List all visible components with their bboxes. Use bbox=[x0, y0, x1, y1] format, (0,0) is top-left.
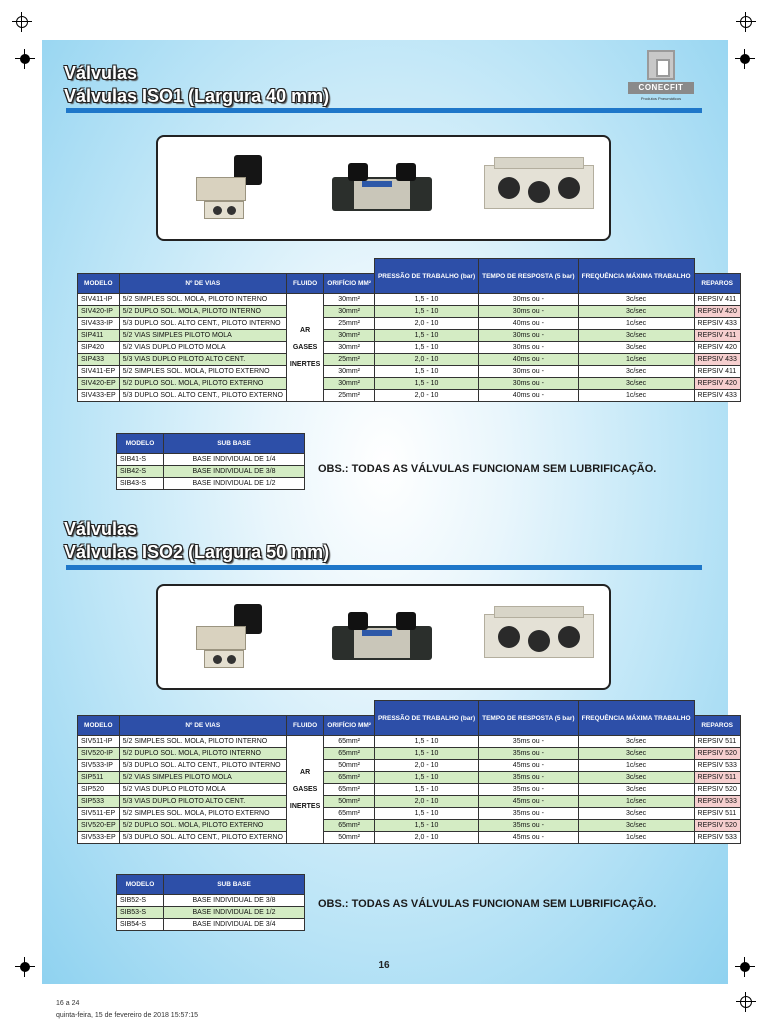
section2-rule bbox=[66, 565, 702, 570]
section2-product-photos bbox=[156, 584, 611, 690]
table-row: SIV411-IP 5/2 SIMPLES SOL. MOLA, PILOTO INTERNO AR GASES INERTES 30mm² 1,5 - 10 30ms ou - 3c/sec REPSIV 411 bbox=[78, 294, 741, 306]
table-row: SIV520-EP 5/2 DUPLO SOL. MOLA, PILOTO EXTERNO 65mm² 1,5 - 10 35ms ou - 3c/sec REPSIV 520 bbox=[78, 820, 741, 832]
table-row: SIV533-IP 5/3 DUPLO SOL. ALTO CENT., PILOTO INTERNO 50mm² 2,0 - 10 45ms ou - 1c/sec REPSIV 533 bbox=[78, 760, 741, 772]
col-pressao: PRESSÃO DE TRABALHO (bar) bbox=[374, 701, 478, 736]
table-row: SIV433-IP 5/3 DUPLO SOL. ALTO CENT., PILOTO INTERNO 25mm² 2,0 - 10 40ms ou - 1c/sec REPSIV 433 bbox=[78, 318, 741, 330]
table-row: SIB54-S BASE INDIVIDUAL DE 3/4 bbox=[117, 919, 305, 931]
col-pressao: PRESSÃO DE TRABALHO (bar) bbox=[374, 259, 478, 294]
fluid-cell: AR GASES INERTES bbox=[286, 736, 323, 844]
section2-subtitle: Válvulas ISO2 (Largura 50 mm) bbox=[64, 542, 330, 562]
table-row: SIV511-IP 5/2 SIMPLES SOL. MOLA, PILOTO INTERNO AR GASES INERTES 65mm² 1,5 - 10 35ms ou - 3c/sec REPSIV 511 bbox=[78, 736, 741, 748]
fluid-cell: AR GASES INERTES bbox=[286, 294, 323, 402]
table-row: SIB52-S BASE INDIVIDUAL DE 3/8 bbox=[117, 895, 305, 907]
col-freq: FREQUÊNCIA MÁXIMA TRABALHO bbox=[578, 259, 694, 294]
table-row: SIV433-EP 5/3 DUPLO SOL. ALTO CENT., PILOTO EXTERNO 25mm² 2,0 - 10 40ms ou - 1c/sec REPSIV 433 bbox=[78, 390, 741, 402]
registration-mark-icon bbox=[736, 992, 756, 1012]
page-number: 16 bbox=[378, 960, 390, 971]
col-freq: FREQUÊNCIA MÁXIMA TRABALHO bbox=[578, 701, 694, 736]
conecfit-logo bbox=[626, 50, 696, 104]
table-row: SIV520-IP 5/2 DUPLO SOL. MOLA, PILOTO INTERNO 65mm² 1,5 - 10 35ms ou - 3c/sec REPSIV 520 bbox=[78, 748, 741, 760]
section2-valve-table bbox=[77, 700, 741, 844]
logo-mark-icon bbox=[647, 50, 675, 80]
registration-mark-icon bbox=[736, 12, 756, 32]
col-modelo: MODELO bbox=[78, 274, 120, 294]
table-row: SIB43-S BASE INDIVIDUAL DE 1/2 bbox=[117, 478, 305, 490]
table-row: SIV511-EP 5/2 SIMPLES SOL. MOLA, PILOTO EXTERNO 65mm² 1,5 - 10 35ms ou - 3c/sec REPSIV 511 bbox=[78, 808, 741, 820]
col-modelo: MODELO bbox=[78, 716, 120, 736]
footer-datetime: quinta-feira, 15 de fevereiro de 2018 15:57:15 bbox=[56, 1012, 199, 1019]
col-orificio: ORIFÍCIO MM² bbox=[324, 274, 375, 294]
table-row: SIV420-IP 5/2 DUPLO SOL. MOLA, PILOTO INTERNO 30mm² 1,5 - 10 30ms ou - 3c/sec REPSIV 420 bbox=[78, 306, 741, 318]
col-fluido: FLUIDO bbox=[286, 274, 323, 294]
table-row: SIV533-EP 5/3 DUPLO SOL. ALTO CENT., PILOTO EXTERNO 50mm² 2,0 - 10 45ms ou - 1c/sec REPSIV 533 bbox=[78, 832, 741, 844]
table-row: SIV420-EP 5/2 DUPLO SOL. MOLA, PILOTO EXTERNO 30mm² 1,5 - 10 30ms ou - 3c/sec REPSIV 420 bbox=[78, 378, 741, 390]
col-reparos: REPAROS bbox=[694, 274, 740, 294]
section2-title: Válvulas bbox=[64, 519, 138, 539]
registration-dot-icon bbox=[18, 960, 32, 974]
table-row: SIP411 5/2 VIAS SIMPLES PILOTO MOLA 30mm² 1,5 - 10 30ms ou - 3c/sec REPSIV 411 bbox=[78, 330, 741, 342]
registration-dot-icon bbox=[738, 960, 752, 974]
col-orificio: ORIFÍCIO MM² bbox=[324, 716, 375, 736]
table-row: SIP511 5/2 VIAS SIMPLES PILOTO MOLA 65mm² 1,5 - 10 35ms ou - 3c/sec REPSIV 511 bbox=[78, 772, 741, 784]
section1-rule bbox=[66, 108, 702, 113]
col-fluido: FLUIDO bbox=[286, 716, 323, 736]
col-tempo: TEMPO DE RESPOSTA (5 bar) bbox=[479, 259, 578, 294]
table-row: SIP420 5/2 VIAS DUPLO PILOTO MOLA 30mm² 1,5 - 10 30ms ou - 3c/sec REPSIV 420 bbox=[78, 342, 741, 354]
logo-name: CONECFIT bbox=[628, 82, 694, 94]
section1-subtitle: Válvulas ISO1 (Largura 40 mm) bbox=[64, 86, 330, 106]
col-vias: Nº DE VIAS bbox=[119, 274, 286, 294]
footer-pages: 16 a 24 bbox=[56, 1000, 80, 1007]
section1-subbase-table: MODELO SUB BASE SIB41-S BASE INDIVIDUAL DE 1/4 SIB42-S BASE INDIVIDUAL DE 3/8 SIB43-S BASE INDIVIDUAL DE 1/2 bbox=[116, 433, 305, 490]
logo-tagline: Produtos Pneumáticos bbox=[640, 96, 682, 101]
section1-title: Válvulas bbox=[64, 63, 138, 83]
registration-dot-icon bbox=[738, 52, 752, 66]
table-row: SIB42-S BASE INDIVIDUAL DE 3/8 bbox=[117, 466, 305, 478]
section1-valve-table bbox=[77, 258, 741, 402]
table-row: SIP533 5/3 VIAS DUPLO PILOTO ALTO CENT. 50mm² 2,0 - 10 45ms ou - 1c/sec REPSIV 533 bbox=[78, 796, 741, 808]
registration-dot-icon bbox=[18, 52, 32, 66]
col-vias: Nº DE VIAS bbox=[119, 716, 286, 736]
section1-obs-note: OBS.: TODAS AS VÁLVULAS FUNCIONAM SEM LUBRIFICAÇÃO. bbox=[318, 463, 657, 475]
table-row: SIB53-S BASE INDIVIDUAL DE 1/2 bbox=[117, 907, 305, 919]
table-row: SIB41-S BASE INDIVIDUAL DE 1/4 bbox=[117, 454, 305, 466]
table-row: SIV411-EP 5/2 SIMPLES SOL. MOLA, PILOTO EXTERNO 30mm² 1,5 - 10 30ms ou - 3c/sec REPSIV 411 bbox=[78, 366, 741, 378]
registration-mark-icon bbox=[12, 12, 32, 32]
section2-subbase-table: MODELO SUB BASE SIB52-S BASE INDIVIDUAL DE 3/8 SIB53-S BASE INDIVIDUAL DE 1/2 SIB54-S BASE INDIVIDUAL DE 3/4 bbox=[116, 874, 305, 931]
section2-obs-note: OBS.: TODAS AS VÁLVULAS FUNCIONAM SEM LUBRIFICAÇÃO. bbox=[318, 898, 657, 910]
col-reparos: REPAROS bbox=[694, 716, 740, 736]
section1-product-photos bbox=[156, 135, 611, 241]
col-tempo: TEMPO DE RESPOSTA (5 bar) bbox=[479, 701, 578, 736]
table-row: SIP520 5/2 VIAS DUPLO PILOTO MOLA 65mm² 1,5 - 10 35ms ou - 3c/sec REPSIV 520 bbox=[78, 784, 741, 796]
table-row: SIP433 5/3 VIAS DUPLO PILOTO ALTO CENT. 25mm² 2,0 - 10 40ms ou - 1c/sec REPSIV 433 bbox=[78, 354, 741, 366]
